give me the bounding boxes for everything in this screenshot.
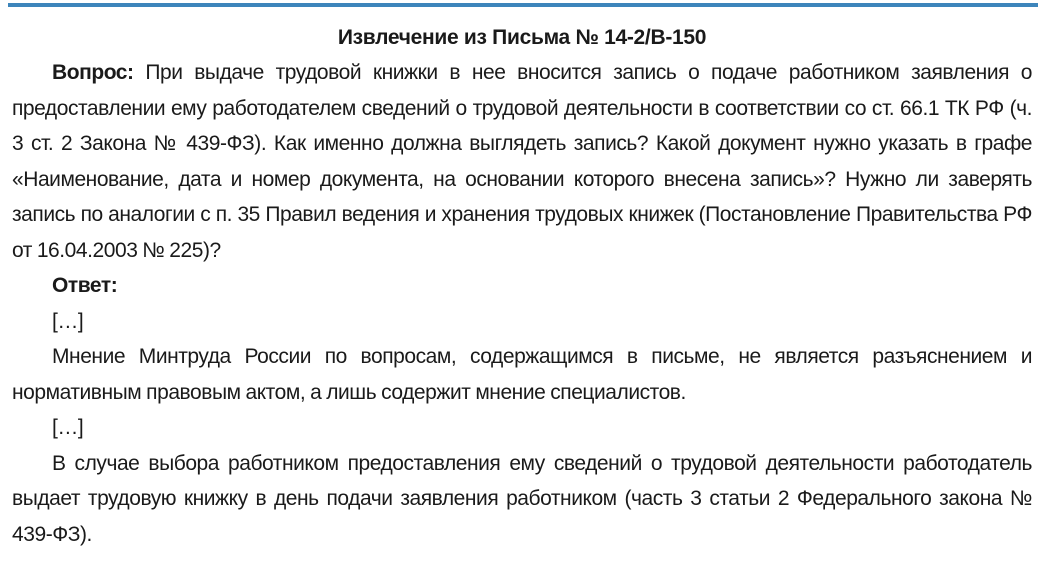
answer-label: Ответ:	[52, 274, 118, 297]
top-accent-rule	[8, 3, 1038, 7]
answer-paragraph	[12, 268, 1032, 304]
omission-marker: […]	[52, 309, 84, 333]
answer-text-paragraph: Мнение Минтруда России по вопросам, содержащимся в письме, не является разъяснением и нормативным правовым актом, а лишь содержит мнение специалистов.	[12, 345, 1032, 404]
letter-excerpt	[12, 21, 1032, 552]
question-text: При выдаче трудовой книжки в нее вносится запись о подаче работником заявления о предоставлении ему работодателем сведений о трудовой деятельности в соответствии со ст. 66.1 ТК РФ (ч. 3 ст. 2 Закона № 439-ФЗ). Как именно должна выглядеть запись? Какой документ нужно указать в графе «Наименование, дата и номер документа, на основании которого внесена запись»? Нужно ли заверять запись по аналогии с п. 35 Правил ведения и хранения трудовых книжек (Постановление Правительства РФ от 16.04.2003 № 225)?	[12, 61, 1032, 262]
answer-text-paragraph: В случае выбора работником предоставления ему сведений о трудовой деятельности работодатель выдает трудовую книжку в день подачи заявления работником (часть 3 статьи 2 Федерального закона № 439-ФЗ).	[12, 451, 1032, 546]
omission-marker: […]	[52, 416, 84, 439]
document-title: Извлечение из Письма № 14-2/В-150	[337, 26, 707, 49]
question-label: Вопрос:	[52, 61, 134, 84]
question-paragraph	[12, 55, 1032, 268]
